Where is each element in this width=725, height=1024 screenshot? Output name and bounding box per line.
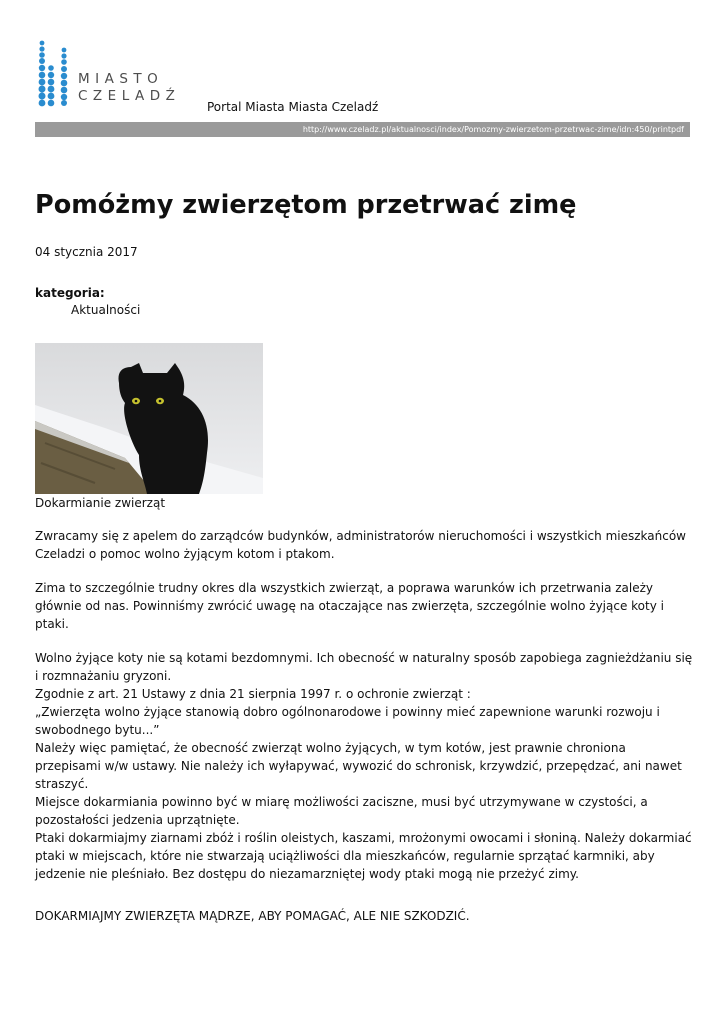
- logo-line-1: MIASTO: [78, 71, 164, 87]
- text-line-5: Miejsce dokarmiania powinno być w miarę możliwości zaciszne, musi być utrzymywane w czystości, a pozostałości jedzenia uprzątnięte.: [35, 795, 648, 827]
- city-logo-text: [78, 71, 180, 105]
- image-caption: Dokarmianie zwierząt: [35, 496, 166, 510]
- text-line-3-quote: „Zwierzęta wolno żyjące stanowią dobro ogólnonarodowe i powinny mieć zapewnione warunki rozwoju i swobodnego bytu...”: [35, 705, 660, 737]
- text-line-1: Wolno żyjące koty nie są kotami bezdomnymi. Ich obecność w naturalny sposób zapobiega zagnieżdżaniu się i rozmnażaniu gryzoni.: [35, 651, 693, 683]
- page-title: Pomóżmy zwierzętom przetrwać zimę: [35, 190, 577, 220]
- page-header: [35, 38, 690, 114]
- logo-line-2: CZELADŹ: [78, 88, 181, 104]
- category-label: kategoria:: [35, 286, 105, 300]
- source-url-bar: http://www.czeladz.pl/aktualnosci/index/Pomozmy-zwierzetom-przetrwac-zime/idn:450/printpdf: [35, 122, 690, 137]
- text-line-6: Ptaki dokarmiajmy ziarnami zbóż i roślin oleistych, kaszami, mrożonymi owocami i słoniną. Należy dokarmiać ptaki w miejscach, które nie stwarzają uciążliwości dla mieszkańców, regularnie sprzątać karmniki, aby jedzenie nie pleśniało. Bez dostępu do niezamarzniętej wody ptaki mogą nie przeżyć zimy.: [35, 831, 692, 881]
- article-photo-black-cat: [35, 343, 263, 494]
- category-value: Aktualności: [71, 303, 141, 317]
- city-logo-icon: [35, 38, 71, 110]
- text-line-2: Zgodnie z art. 21 Ustawy z dnia 21 sierpnia 1997 r. o ochronie zwierząt :: [35, 687, 471, 701]
- article-body: [35, 527, 695, 883]
- portal-name: Portal Miasta Miasta Czeladź: [207, 100, 379, 114]
- closing-statement: DOKARMIAJMY ZWIERZĘTA MĄDRZE, ABY POMAGAĆ, ALE NIE SZKODZIĆ.: [35, 909, 470, 923]
- paragraph-2: Zima to szczególnie trudny okres dla wszystkich zwierząt, a poprawa warunków ich przetrwania zależy głównie od nas. Powinniśmy zwrócić uwagę na otaczające nas zwierzęta, szczególnie wolno żyjące koty i ptaki.: [35, 581, 664, 631]
- paragraph-1: Zwracamy się z apelem do zarządców budynków, administratorów nieruchomości i wszystkich mieszkańców Czeladzi o pomoc wolno żyjącym kotom i ptakom.: [35, 529, 686, 561]
- publication-date: 04 stycznia 2017: [35, 245, 138, 259]
- text-line-4: Należy więc pamiętać, że obecność zwierząt wolno żyjących, w tym kotów, jest prawnie chroniona przepisami w/w ustawy. Nie należy ich wyłapywać, wywozić do schronisk, krzywdzić, przepędzać, ani nawet straszyć.: [35, 741, 682, 791]
